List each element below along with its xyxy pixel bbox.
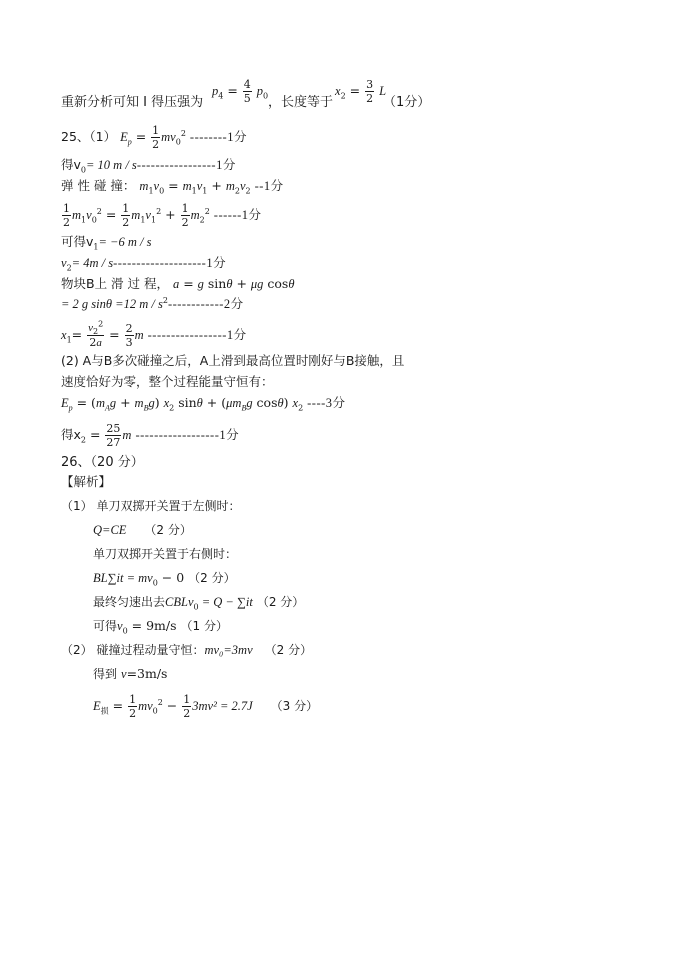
- q25-line-4: $\frac{1}{2}$ $m_1v_0^2$ = $\frac{1}{2}$ $m_1v_1^2$ + $\frac{1}{2}$ $m_2^2$ ------1分: [63, 202, 262, 229]
- q26-heading: 26、（20 分）: [61, 455, 144, 470]
- q25-line-10: $E_p = (m_Ag + m_Bg)$ $x_2$ $\sin\theta + (\mu m_Bg$ cosθ) $x_2$ ----3分: [61, 395, 346, 413]
- q25-line-1: 25、（1） $E_p$ = $\frac{1}{2}$ $mv_0^2$ --------1分: [61, 124, 247, 151]
- q26-eq-final-speed: 最终匀速出去CBLv$_0$ = Q − ∑it （2 分）: [93, 595, 305, 612]
- fraction-3-2: $\frac{3}{2}$: [366, 78, 374, 105]
- q25-line-11: 得$x_2$ = $\frac{25}{27}$ m ------------------1分: [61, 422, 240, 449]
- q25-line-7: 物块B上 滑 过 程， a = g sinθ + μg cosθ: [61, 276, 295, 291]
- q25-line-9: $x_1=$ $\frac{v_2^2}{2a}$ = $\frac{2}{3}$ m -----------------1分: [61, 319, 247, 349]
- q26-eq-q-ce: Q=CE （2 分）: [93, 523, 192, 537]
- q26-step-2: 单刀双掷开关置于右侧时：: [93, 547, 238, 561]
- q25-line-3: 弹 性 碰 撞： $m_1v_0 = m_1v_1 + m_2v_2$ --1分: [61, 178, 284, 196]
- fraction-4-5: $\frac{4}{5}$: [243, 78, 251, 105]
- intro-score: （1分）: [383, 95, 431, 110]
- q26-eq-impulse: $BL\sum it = mv_0 - 0$ （2 分）: [93, 570, 236, 588]
- q26-eq-v0: 可得$v_0 = 9m/s$ （1 分）: [93, 618, 228, 636]
- q26-step-5: （2） 碰撞过程动量守恒：mv₀=3mv （2 分）: [61, 643, 313, 657]
- intro-formula-x2: $x_2$ = $\frac{3}{2}$ L: [335, 78, 387, 105]
- q26-eq-energy-loss: $E_损$ = $\frac{1}{2}$ $mv_0^2$ − $\frac{1}{2}$ 3mv² = 2.7J （3 分）: [93, 693, 319, 720]
- q26-jiexi: 【解析】: [61, 474, 112, 489]
- intro-formula-p4: $p_4$ = $\frac{4}{5}$ $p_0$: [212, 78, 269, 105]
- intro-text-b: ，长度等于: [268, 95, 334, 110]
- q25-line-8: = 2 g sinθ =12 m / $s^2------------2$分: [61, 295, 244, 311]
- q25-line-5: 可得$v_1= -6$ m / s: [61, 234, 152, 252]
- q25-line-6: $v_2= 4m / s--------------------1$分: [61, 256, 227, 273]
- q25-part2-line-1: (2) A与B多次碰撞之后，A上滑到最高位置时刚好与B接触，且: [61, 353, 405, 368]
- q25-line-2: 得$v_0= 10$ m / s-----------------1分: [61, 157, 236, 175]
- intro-text-a: 重新分析可知 I 得压强为: [61, 95, 204, 110]
- q26-step-1: （1） 单刀双掷开关置于左侧时：: [61, 499, 241, 513]
- q25-part2-line-2: 速度恰好为零，整个过程能量守恒有：: [61, 374, 274, 389]
- q26-eq-v: 得到 v=3m/s: [93, 666, 168, 681]
